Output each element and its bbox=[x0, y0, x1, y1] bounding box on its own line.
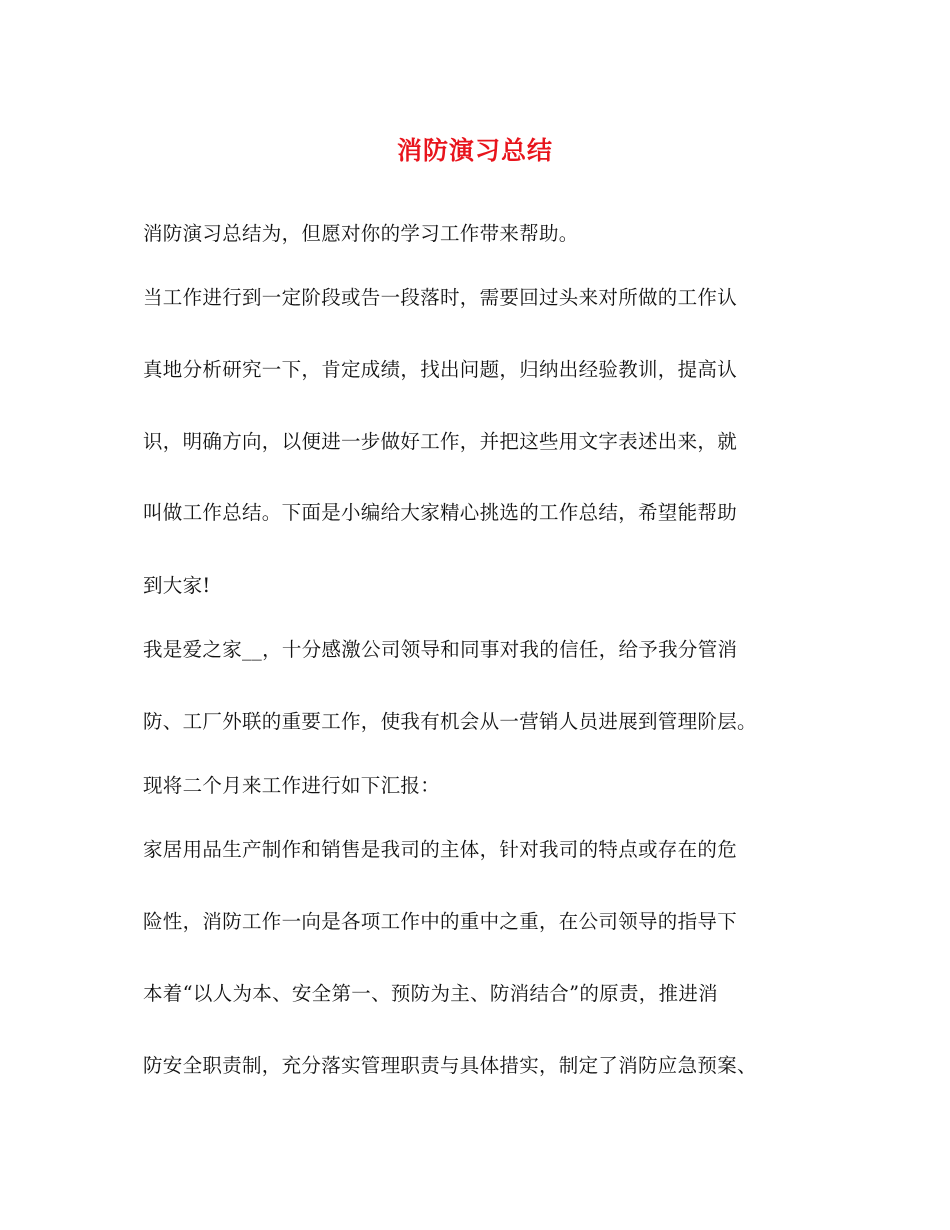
paragraph-line: 叫做工作总结。下面是小编给大家精心挑选的工作总结，希望能帮助 bbox=[143, 501, 738, 524]
paragraph-line: 险性，消防工作一向是各项工作中的重中之重，在公司领导的指导下 bbox=[143, 910, 738, 933]
paragraph-line: 本着“以人为本、安全第一、预防为主、防消结合”的原责，推进消 bbox=[143, 982, 718, 1005]
paragraph-line: 防、工厂外联的重要工作，使我有机会从一营销人员进展到管理阶层。 bbox=[143, 710, 757, 733]
paragraph-line: 我是爱之家__，十分感激公司领导和同事对我的信任，给予我分管消 bbox=[143, 638, 738, 661]
paragraph-line: 防安全职责制，充分落实管理职责与具体措实，制定了消防应急预案、 bbox=[143, 1054, 757, 1077]
paragraph-line: 当工作进行到一定阶段或告一段落时，需要回过头来对所做的工作认 bbox=[143, 286, 738, 309]
paragraph-line: 真地分析研究一下，肯定成绩，找出问题，归纳出经验教训，提高认 bbox=[143, 358, 738, 381]
intro-line: 消防演习总结为，但愿对你的学习工作带来帮助。 bbox=[143, 222, 579, 245]
document-title: 消防演习总结 bbox=[396, 136, 553, 165]
paragraph-line: 到大家! bbox=[143, 574, 211, 597]
paragraph-line: 识，明确方向，以便进一步做好工作，并把这些用文字表述出来，就 bbox=[143, 430, 738, 453]
paragraph-line: 现将二个月来工作进行如下汇报： bbox=[143, 774, 441, 797]
paragraph-line: 家居用品生产制作和销售是我司的主体，针对我司的特点或存在的危 bbox=[143, 838, 738, 861]
